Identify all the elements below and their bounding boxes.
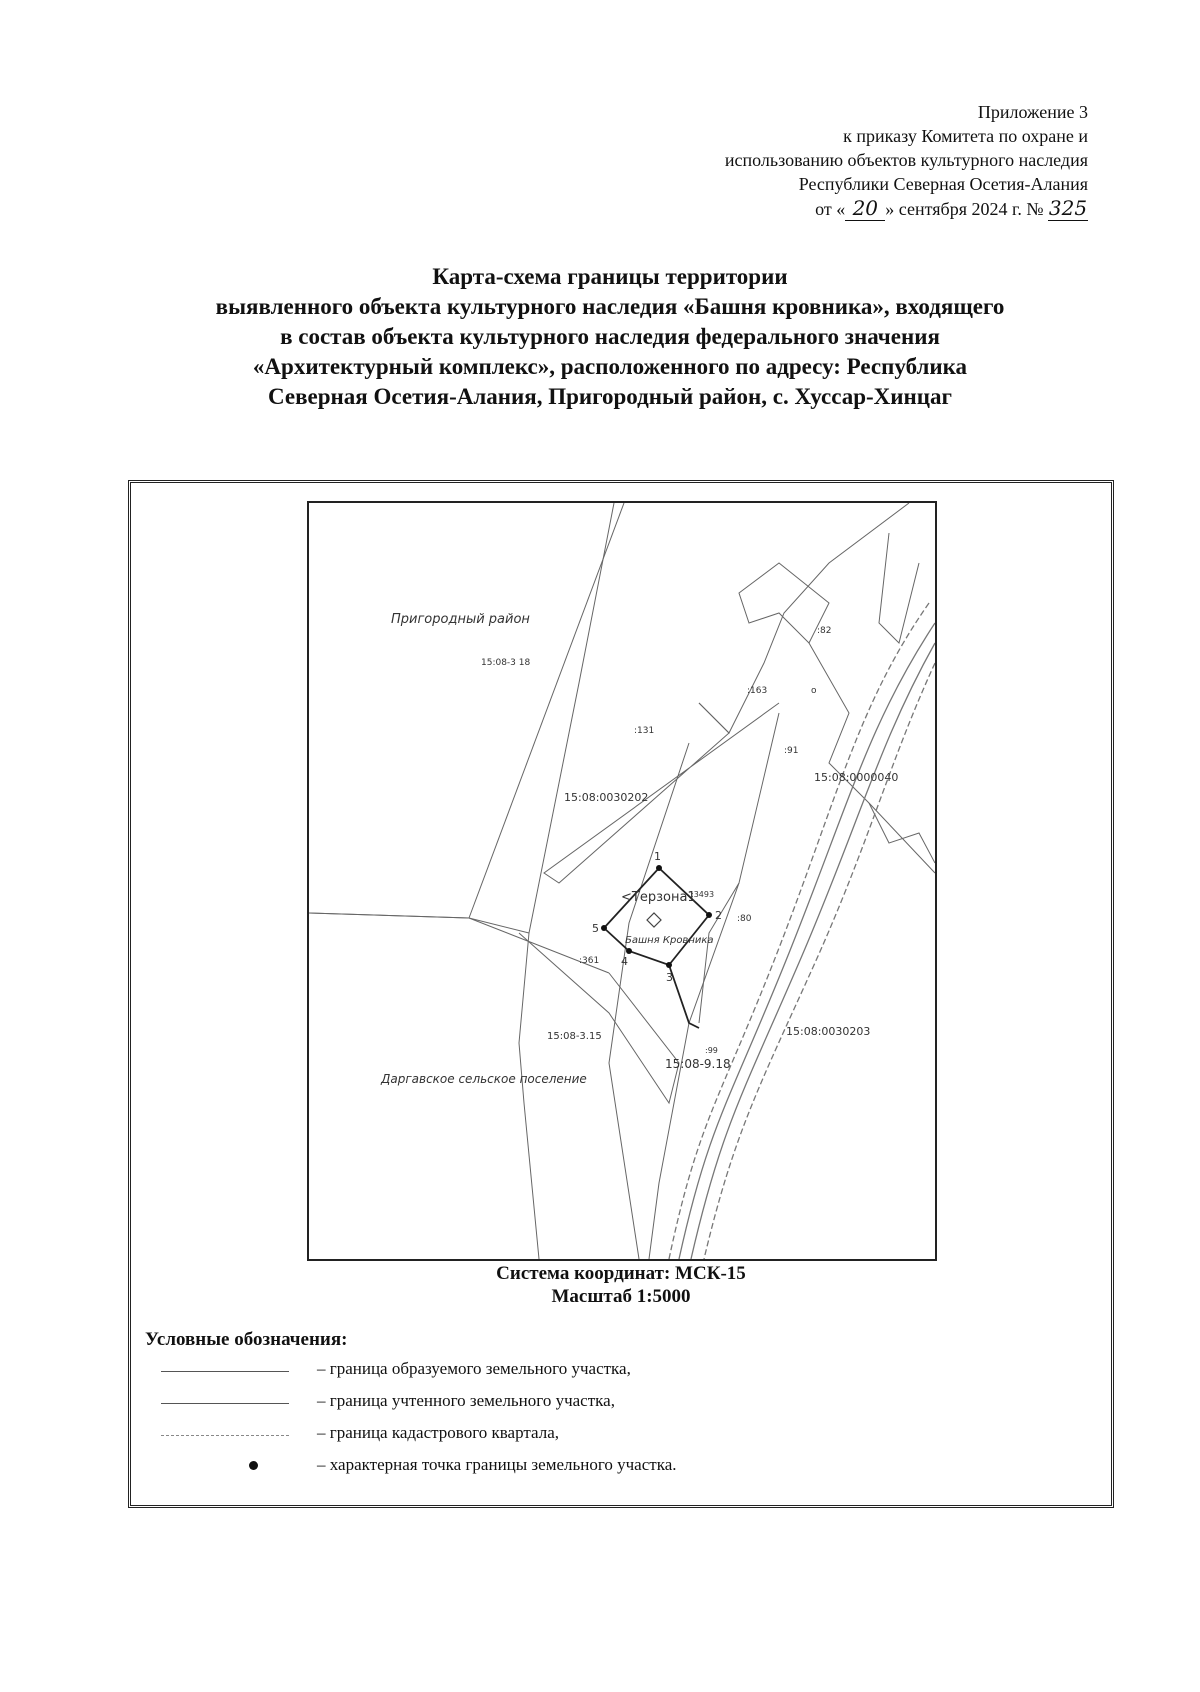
label-object: Башня Кровника bbox=[625, 935, 714, 946]
legend-dashed-line-sample bbox=[161, 1435, 289, 1436]
river-line-2 bbox=[691, 643, 935, 1259]
label-terzona: <Терзона1 bbox=[621, 890, 696, 905]
document-title bbox=[100, 262, 1120, 412]
boundary-point-1 bbox=[656, 865, 662, 871]
point-label-1: 1 bbox=[654, 850, 661, 863]
appendix-line-1: Приложение 3 bbox=[977, 102, 1088, 122]
label-block-203: 15:08:0030203 bbox=[786, 1025, 871, 1038]
map-frame bbox=[128, 480, 1114, 1508]
cadastral-map bbox=[307, 501, 937, 1261]
access-line bbox=[669, 965, 699, 1028]
parcel-boundary-131 bbox=[309, 503, 614, 933]
label-o: о bbox=[811, 686, 817, 696]
coordinate-system: Система координат: МСК-15 bbox=[496, 1263, 746, 1284]
boundary-point-5 bbox=[601, 925, 607, 931]
title-line-5: Северная Осетия-Алания, Пригородный район, с. Хуссар-Хинцаг bbox=[268, 384, 952, 409]
label-361: :361 bbox=[579, 956, 600, 966]
title-line-3: в состав объекта культурного наследия федерального значения bbox=[280, 324, 940, 349]
label-q-918: 15:08-9.18 bbox=[665, 1057, 731, 1071]
label-91: :91 bbox=[784, 746, 799, 756]
parcel-boundary-18 bbox=[469, 503, 624, 918]
boundary-point-4 bbox=[626, 948, 632, 954]
label-3493: :3493 bbox=[691, 890, 715, 899]
legend-solid-line-sample bbox=[161, 1403, 289, 1404]
parcel-boundary-polygon bbox=[739, 563, 832, 643]
appendix-header bbox=[568, 100, 1088, 221]
point-label-2: 2 bbox=[715, 909, 722, 922]
appendix-line-3: использованию объектов культурного наследия bbox=[724, 150, 1088, 170]
title-line-4: «Архитектурный комплекс», расположенного по адресу: Республика bbox=[252, 354, 968, 379]
map-scale: Масштаб 1:5000 bbox=[551, 1286, 691, 1307]
map-drawing bbox=[309, 503, 935, 1259]
legend-row-registered-parcel bbox=[161, 1389, 1061, 1419]
label-80: :80 bbox=[737, 914, 752, 924]
parcel-boundary-big bbox=[519, 933, 539, 1259]
legend-text: – граница образуемого земельного участка, bbox=[317, 1359, 631, 1378]
label-82: :82 bbox=[817, 626, 832, 636]
boundary-point-2 bbox=[706, 912, 712, 918]
territory-boundary bbox=[604, 868, 709, 965]
legend-text: – граница кадастрового квартала, bbox=[317, 1423, 559, 1442]
point-label-3: 3 bbox=[666, 971, 673, 984]
block-boundary-40 bbox=[869, 803, 935, 863]
tower-symbol bbox=[647, 913, 661, 927]
legend-text: – характерная точка границы земельного участка. bbox=[317, 1455, 677, 1474]
legend-solid-line-sample bbox=[161, 1371, 289, 1372]
parcel-boundary-road bbox=[649, 713, 779, 1259]
title-line-2: выявленного объекта культурного наследия «Башня кровника», входящего bbox=[215, 294, 1005, 319]
appendix-date-line bbox=[568, 196, 1088, 221]
legend-row-formed-parcel bbox=[161, 1357, 1061, 1387]
legend-row-boundary-point bbox=[161, 1453, 1061, 1483]
parcel-boundary-80 bbox=[699, 883, 739, 1023]
boundary-point-3 bbox=[666, 962, 672, 968]
parcel-boundary-left bbox=[309, 913, 609, 973]
date-middle: » сентября 2024 г. № bbox=[885, 199, 1044, 219]
label-block-202: 15:08:0030202 bbox=[564, 791, 649, 804]
label-q-315: 15:08-3.15 bbox=[547, 1031, 602, 1042]
label-131: :131 bbox=[634, 726, 655, 736]
legend-row-cadastral-block bbox=[161, 1421, 1061, 1451]
label-q-318: 15:08-3 18 bbox=[481, 658, 531, 668]
legend-dot-sample bbox=[249, 1461, 258, 1470]
date-prefix: от « bbox=[815, 199, 846, 219]
parcel-boundary-163 bbox=[699, 503, 909, 733]
handwritten-number: 325 bbox=[1048, 196, 1088, 220]
point-label-4: 4 bbox=[621, 955, 628, 968]
appendix-line-4: Республики Северная Осетия-Алания bbox=[798, 174, 1088, 194]
label-settlement: Даргавское сельское поселение bbox=[381, 1072, 587, 1086]
legend-title: Условные обозначения: bbox=[145, 1329, 348, 1350]
legend-text: – граница учтенного земельного участка, bbox=[317, 1391, 615, 1410]
label-district: Пригородный район bbox=[391, 612, 530, 627]
title-line-1: Карта-схема границы территории bbox=[432, 264, 788, 289]
point-label-5: 5 bbox=[592, 922, 599, 935]
handwritten-day: 20 bbox=[845, 196, 885, 221]
label-block-40: 15:08:0000040 bbox=[814, 771, 899, 784]
appendix-line-2: к приказу Комитета по охране и bbox=[843, 126, 1088, 146]
parcel-boundary-center bbox=[609, 743, 689, 1259]
label-99: :99 bbox=[705, 1046, 718, 1055]
river-line-4 bbox=[704, 663, 935, 1259]
label-163: :163 bbox=[747, 686, 768, 696]
